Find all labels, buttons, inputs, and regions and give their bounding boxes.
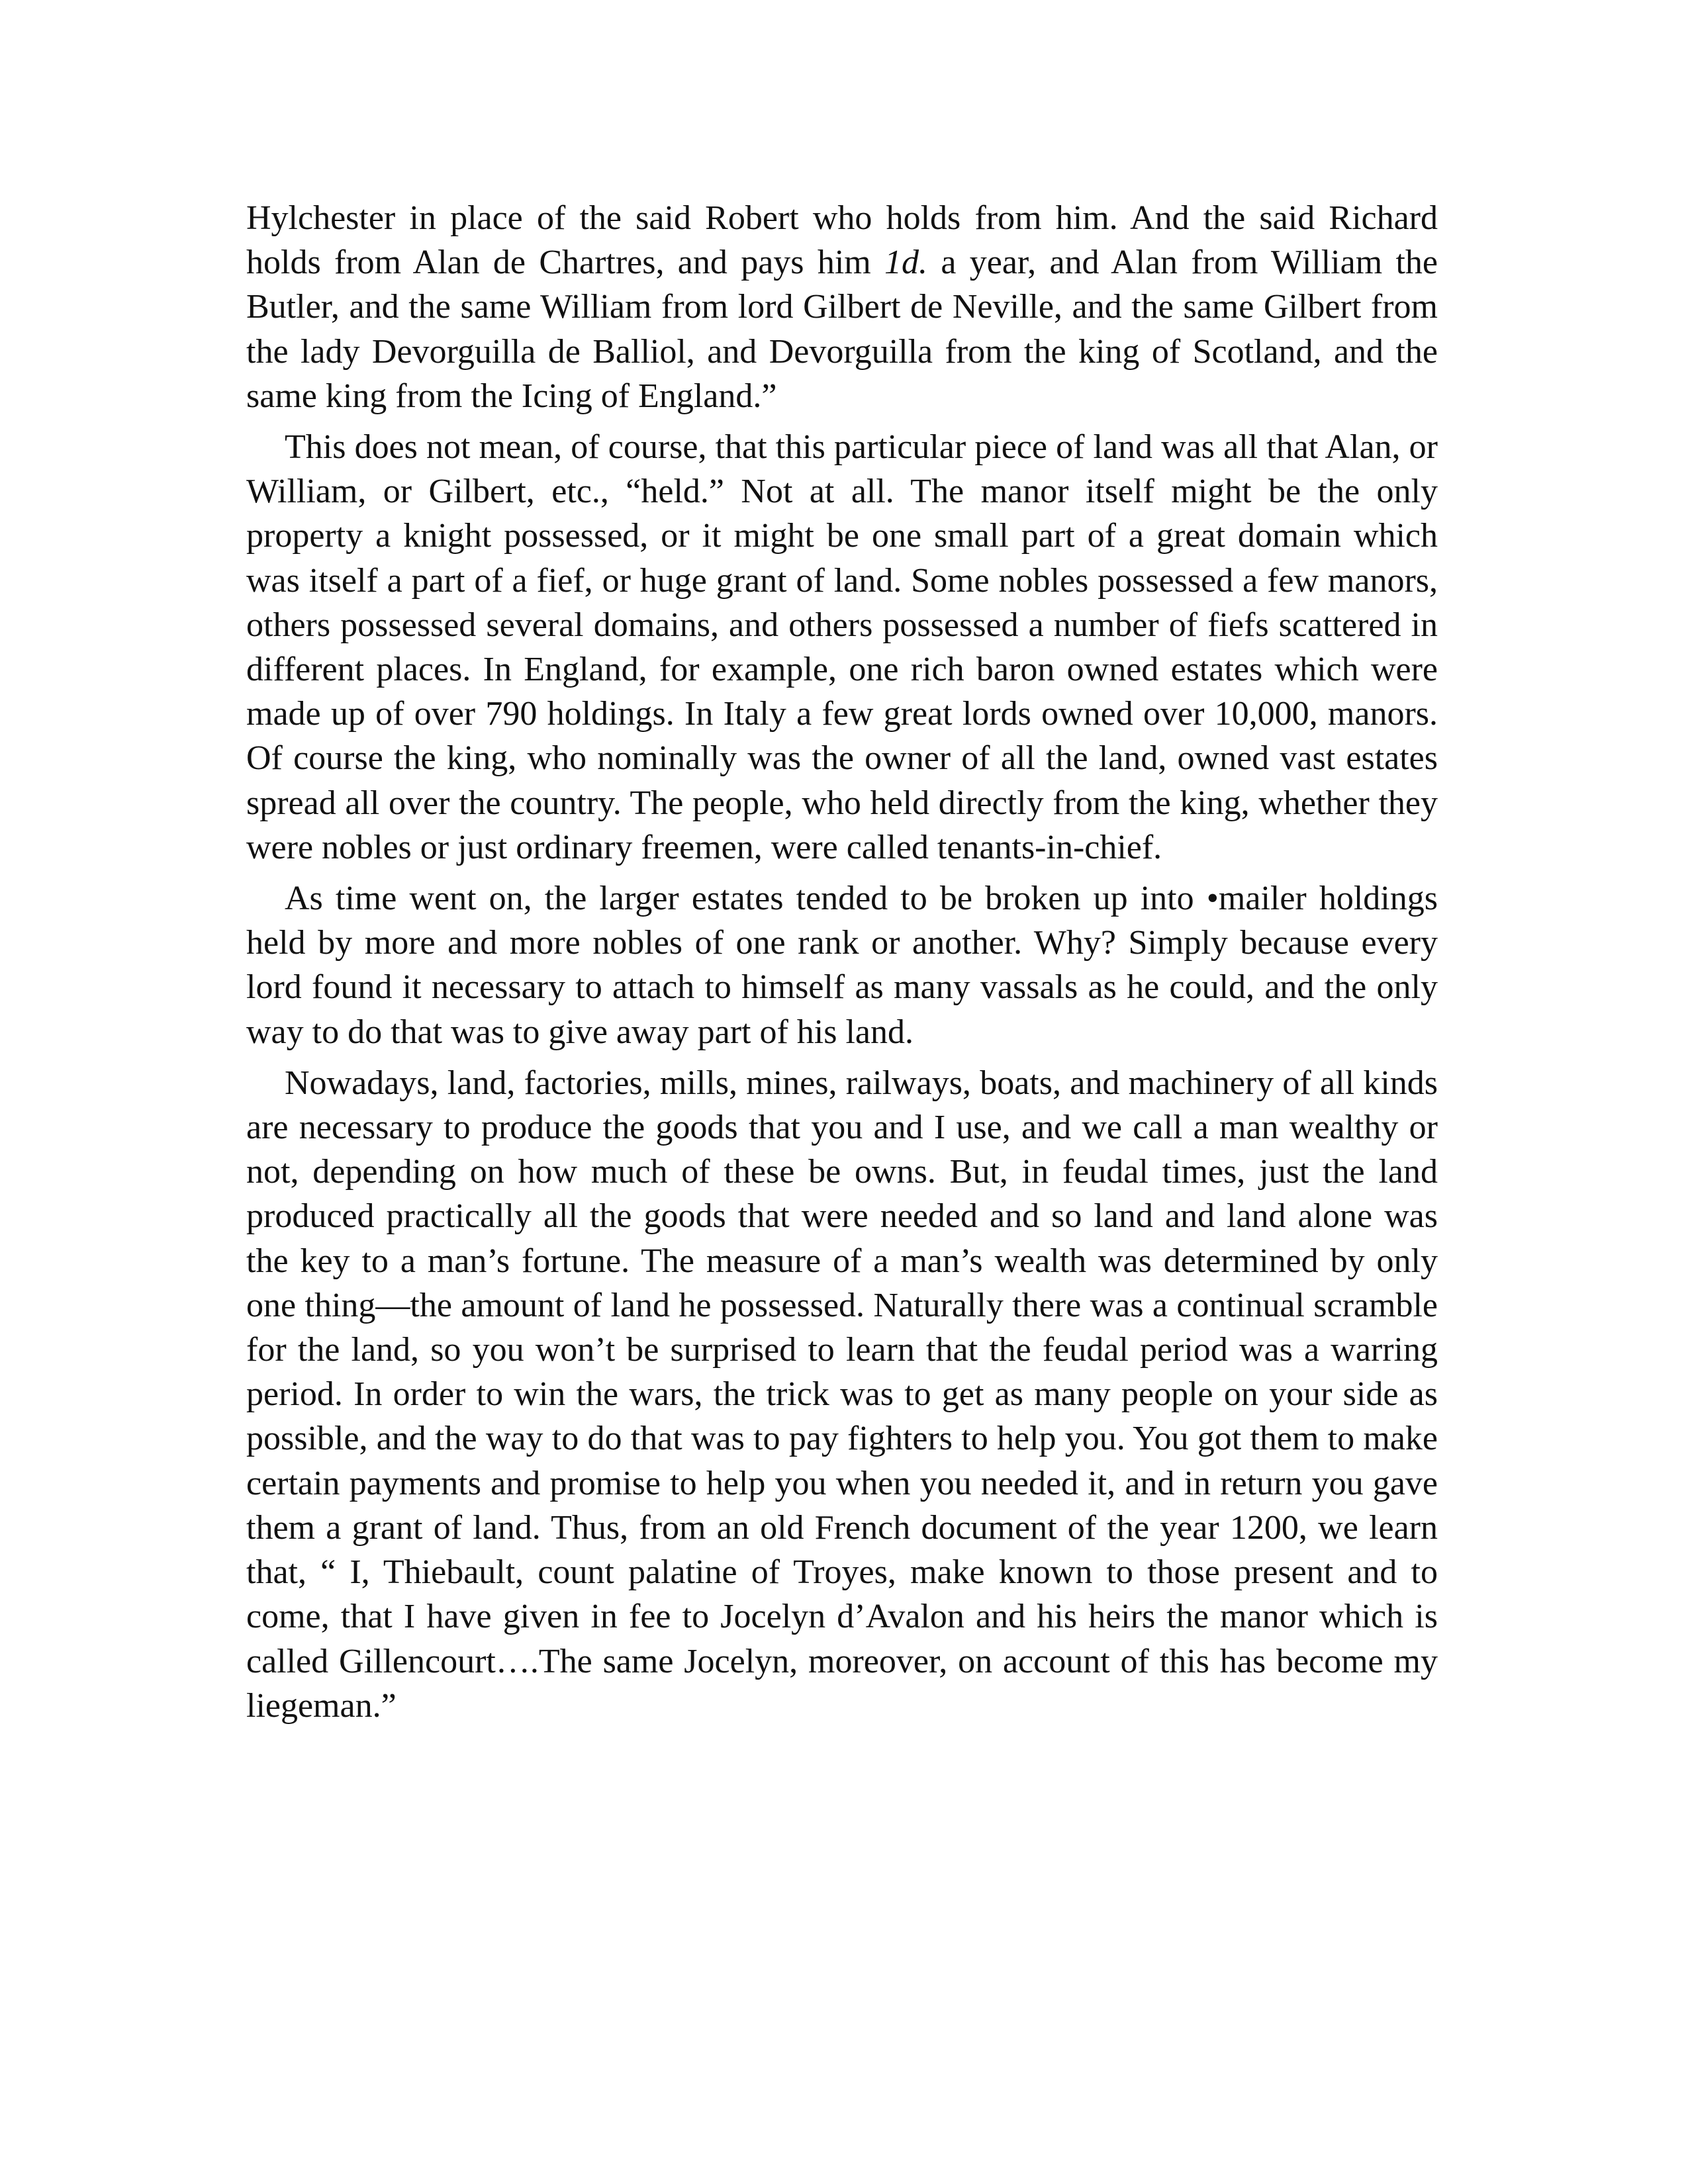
text-segment-italic: 1d. bbox=[884, 244, 928, 282]
text-segment: Hylchester in place of the said Robert who holds from him. And the said Richard holds from Alan de Chartres, and pays him bbox=[246, 199, 1438, 282]
document-page bbox=[246, 196, 1438, 1735]
paragraph-1 bbox=[246, 196, 1438, 418]
paragraph-4 bbox=[246, 1061, 1438, 1728]
text-segment: Nowadays, land, factories, mills, mines, railways, boats, and machinery of all kinds are necessary to produce the goods that you and I use, and we call a man wealthy or not, depending on how much of these be owns. But, in feudal times, just the land produced practically all the goods that were needed and so land and land alone was the key to a man’s fortune. The measure of a man’s wealth was determined by only one thing—the amount of land he possessed. Naturally there was a continual scramble for the land, so you won’t be surprised to learn that the feudal period was a warring period. In order to win the wars, the trick was to get as many people on your side as possible, and the way to do that was to pay fighters to help you. You got them to make certain payments and promise to help you when you needed it, and in return you gave them a grant of land. Thus, from an old French document of the year 1200, we learn that, “ I, Thiebault, count palatine of Troyes, make known to those present and to come, that I have given in fee to Jocelyn d’Avalon and his heirs the manor which is called Gillencourt….The same Jocelyn, moreover, on account of this has become my liegeman.” bbox=[246, 1064, 1438, 1725]
text-segment: As time went on, the larger estates tended to be broken up into •mailer holdings held by more and more nobles of one rank or another. Why? Simply because every lord found it necessary to attach to himself as many vassals as he could, and the only way to do that was to give away part of his land. bbox=[246, 880, 1438, 1051]
text-segment: a year, and Alan from William the Butler, and the same William from lord Gilbert de Neville, and the same Gilbert from the lady Devorguilla de Balliol, and Devorguilla from the king of Scotland, and the same king from the Icing of England.” bbox=[246, 244, 1438, 415]
text-segment: This does not mean, of course, that this particular piece of land was all that Alan, or William, or Gilbert, etc., “held.” Not at all. The manor itself might be the only property a knight possessed, or it might be one small part of a great domain which was itself a part of a fief, or huge grant of land. Some nobles possessed a few manors, others possessed several domains, and others possessed a number of fiefs scattered in different places. In England, for example, one rich baron owned estates which were made up of over 790 holdings. In Italy a few great lords owned over 10,000, manors. Of course the king, who nominally was the owner of all the land, owned vast estates spread all over the country. The people, who held directly from the king, whether they were nobles or just ordinary freemen, were called tenants-in-chief. bbox=[246, 428, 1438, 866]
paragraph-3 bbox=[246, 876, 1438, 1054]
paragraph-2 bbox=[246, 425, 1438, 870]
